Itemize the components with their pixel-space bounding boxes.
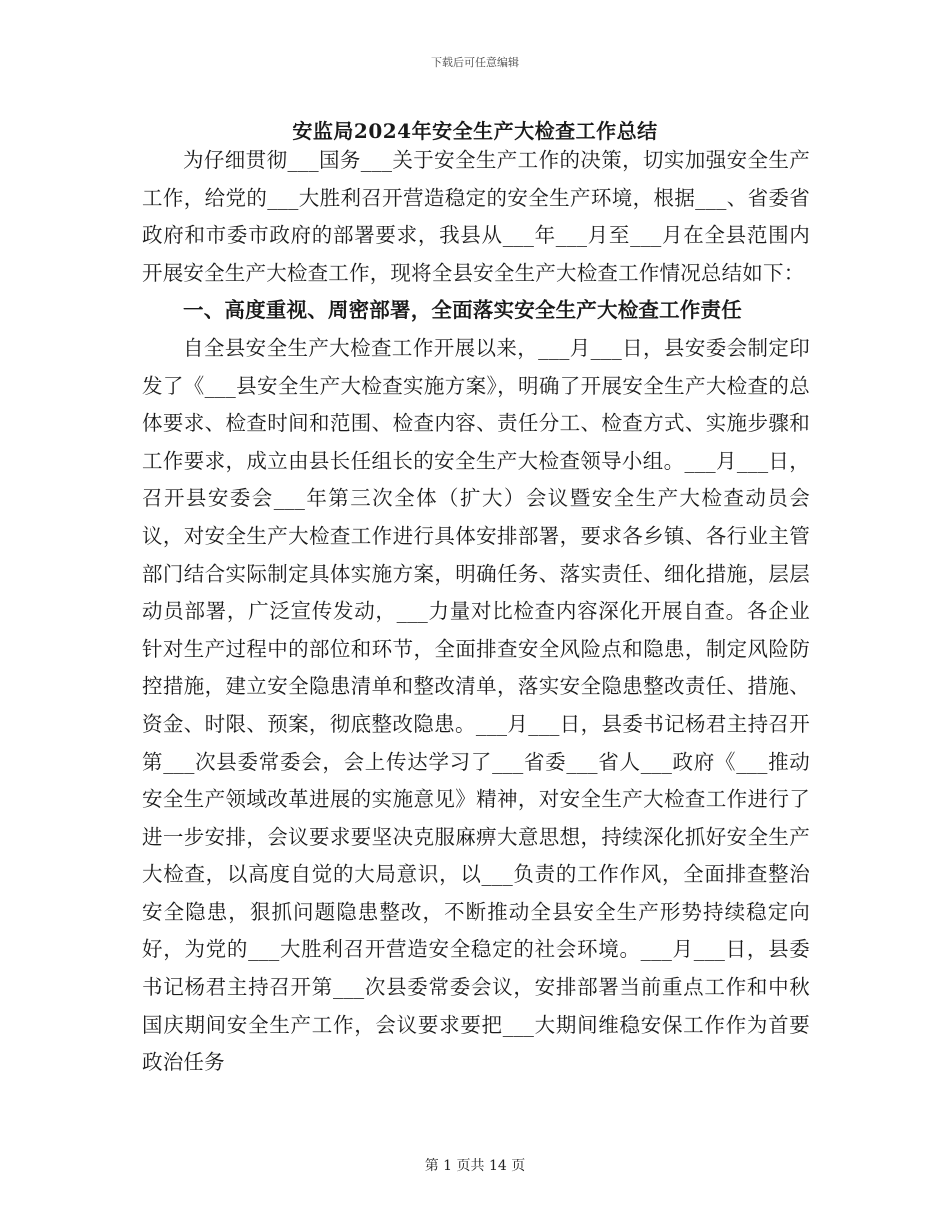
document-body [142,142,810,1082]
section-body-paragraph: 自全县安全生产大检查工作开展以来，___月___日，县安委会制定印发了《___县安全生产大检查实施方案》，明确了开展安全生产大检查的总体要求、检查时间和范围、检查内容、责任分工、检查方式、实施步骤和工作要求，成立由县长任组长的安全生产大检查领导小组。___月___日，召开县安委会___年第三次全体（扩大）会议暨安全生产大检查动员会议，对安全生产大检查工作进行具体安排部署，要求各乡镇、各行业主管部门结合实际制定具体实施方案，明确任务、落实责任、细化措施，层层动员部署，广泛宣传发动，___力量对比检查内容深化开展自查。各企业针对生产过程中的部位和环节，全面排查安全风险点和隐患，制定风险防控措施，建立安全隐患清单和整改清单，落实安全隐患整改责任、措施、资金、时限、预案，彻底整改隐患。___月___日，县委书记杨君主持召开第___次县委常委会，会上传达学习了___省委___省人___政府《___推动安全生产领域改革进展的实施意见》精神，对安全生产大检查工作进行了进一步安排，会议要求要坚决克服麻痹大意思想，持续深化抓好安全生产大检查，以高度自觉的大局意识，以___负责的工作作风，全面排查整治安全隐患，狠抓问题隐患整改，不断推动全县安全生产形势持续稳定向好，为党的___大胜利召开营造安全稳定的社会环境。___月___日，县委书记杨君主持召开第___次县委常委会议，安排部署当前重点工作和中秋国庆期间安全生产工作，会议要求要把___大期间维稳安保工作作为首要政治任务 [142,335,810,1075]
section-heading: 一、高度重视、周密部署，全面落实安全生产大检查工作责任 [183,298,742,323]
intro-paragraph: 为仔细贯彻___国务___关于安全生产工作的决策，切实加强安全生产工作，给党的___大胜利召开营造稳定的安全生产环境，根据___、省委省政府和市委市政府的部署要求，我县从___年___月至___月在全县范围内开展安全生产大检查工作，现将全县安全生产大检查工作情况总结如下： [142,148,810,285]
document-title: 安监局2024年安全生产大检查工作总结 [292,119,658,143]
header-note: 下载后可任意编辑 [431,56,519,69]
page-number: 第 1 页共 14 页 [424,1158,526,1174]
